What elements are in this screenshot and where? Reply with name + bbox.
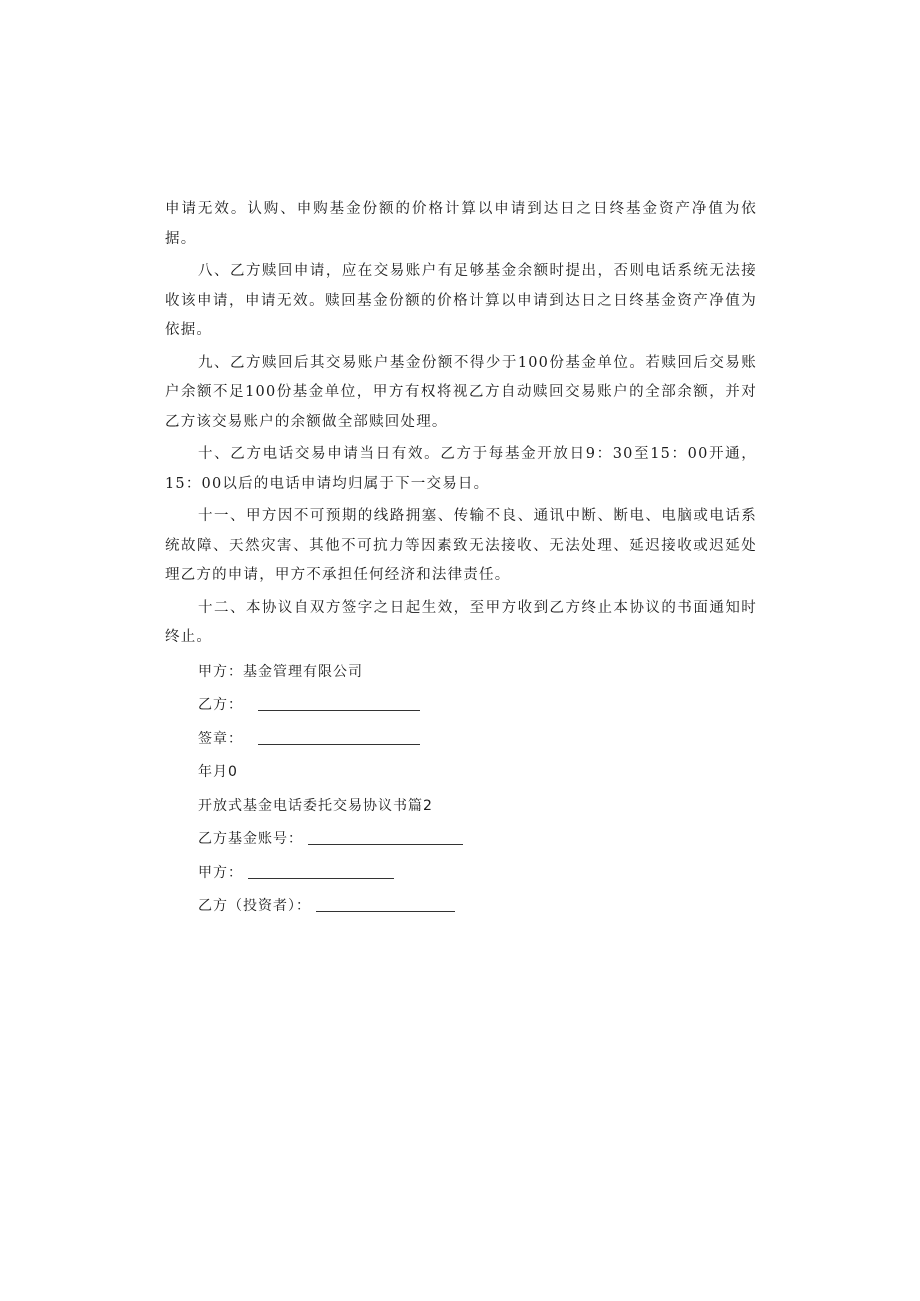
seal-line — [165, 723, 757, 757]
account-line — [165, 823, 757, 857]
next-section — [165, 790, 757, 924]
account-label: 乙方基金账号： — [198, 831, 303, 847]
clause-11: 十一、甲方因不可预期的线路拥塞、传输不良、通讯中断、断电、电脑或电话系统故障、天然灾害、其他不可抗力等因素致无法接收、无法处理、延迟接收或迟延处理乙方的申请，甲方不承担任何经济和法律责任。 — [165, 508, 757, 583]
seal-blank — [258, 730, 420, 745]
account-blank — [308, 830, 463, 845]
party-a-label: 甲方： — [198, 864, 243, 881]
party-b-label: 乙方： — [198, 697, 243, 713]
investor-line — [165, 890, 757, 924]
clause-8: 八、乙方赎回申请，应在交易账户有足够基金余额时提出，否则电话系统无法接收该申请，申请无效。赎回基金份额的价格计算以申请到达日之日终基金资产净值为依据。 — [165, 263, 757, 338]
party-a-line: 甲方：基金管理有限公司 — [198, 663, 363, 680]
party-a-blank-line — [165, 857, 757, 891]
clause-9: 九、乙方赎回后其交易账户基金份额不得少于100份基金单位。若赎回后交易账户余额不足100份基金单位，甲方有权将视乙方自动赎回交易账户的全部余额，并对乙方该交易账户的余额做全部赎回处理。 — [165, 354, 757, 430]
document-page — [165, 195, 757, 924]
party-b-line — [165, 689, 757, 723]
party-a-blank — [248, 864, 394, 879]
investor-label: 乙方（投资者）： — [198, 898, 311, 914]
investor-blank — [316, 897, 455, 912]
section-title: 开放式基金电话委托交易协议书篇2 — [198, 797, 433, 814]
seal-label: 签章： — [198, 730, 243, 747]
signature-block — [165, 656, 757, 790]
party-b-blank — [258, 696, 420, 711]
clause-10: 十、乙方电话交易申请当日有效。乙方于每基金开放日9：30至15：00开通，15：00以后的电话申请均归属于下一交易日。 — [165, 446, 757, 492]
date-line: 年月0 — [198, 764, 238, 780]
paragraph-continuation: 申请无效。认购、申购基金份额的价格计算以申请到达日之日终基金资产净值为依据。 — [165, 201, 757, 247]
clause-12: 十二、本协议自双方签字之日起生效，至甲方收到乙方终止本协议的书面通知时终止。 — [165, 599, 757, 645]
